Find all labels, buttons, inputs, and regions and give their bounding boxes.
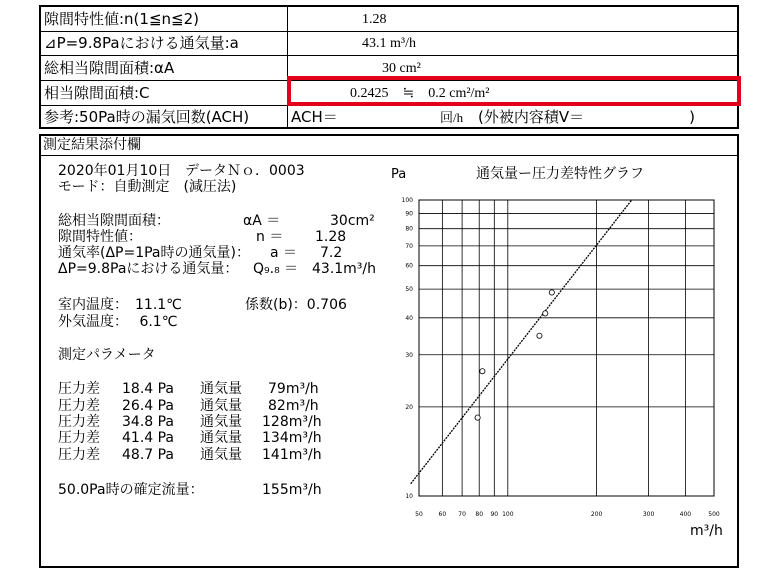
x-axis-label: m³/h bbox=[690, 523, 723, 539]
param-pressure: 41.4 Pa bbox=[122, 430, 175, 446]
table-row-value: 1.28 bbox=[362, 12, 387, 27]
table-row-value: 0.2425 ≒ 0.2 cm²/m² bbox=[350, 86, 490, 101]
plot-frame bbox=[419, 200, 714, 496]
ach-label: ACH＝ bbox=[291, 108, 338, 126]
y-tick-label: 100 bbox=[401, 197, 413, 204]
result-value: 30cm² bbox=[330, 213, 375, 229]
x-tick-label: 100 bbox=[502, 511, 514, 518]
data-point bbox=[475, 415, 480, 420]
y-tick-label: 50 bbox=[405, 286, 413, 294]
param-flow-label: 通気量 bbox=[200, 430, 242, 446]
result-label: 通気率(ΔP=1Pa時の通気量)： bbox=[58, 245, 250, 261]
y-tick-label: 70 bbox=[405, 242, 413, 250]
data-point bbox=[549, 290, 554, 295]
result-label: 総相当隙間面積： bbox=[58, 213, 170, 229]
param-flow: 82m³/h bbox=[268, 398, 319, 414]
volume-note: (外被内容積V＝ ) bbox=[478, 108, 695, 126]
y-tick-label: 10 bbox=[405, 493, 413, 500]
x-tick-label: 400 bbox=[679, 511, 692, 518]
confirmed-flow-label: 50.0Pa時の確定流量： bbox=[58, 482, 204, 498]
param-flow: 128m³/h bbox=[262, 414, 322, 430]
param-pressure: 34.8 Pa bbox=[122, 414, 175, 430]
y-tick-label: 20 bbox=[405, 403, 413, 411]
param-flow-label: 通気量 bbox=[200, 381, 242, 397]
y-tick-label: 40 bbox=[405, 314, 413, 322]
result-symbol: n ＝ bbox=[256, 229, 284, 245]
param-pressure-label: 圧力差 bbox=[58, 430, 100, 446]
y-axis-label: Pa bbox=[391, 167, 407, 182]
data-point bbox=[543, 311, 548, 316]
x-tick-label: 50 bbox=[415, 511, 423, 518]
result-symbol: a ＝ bbox=[270, 245, 298, 261]
param-pressure: 26.4 Pa bbox=[122, 398, 175, 414]
param-flow-label: 通気量 bbox=[200, 414, 242, 430]
result-value: 1.28 bbox=[315, 229, 347, 245]
param-pressure-label: 圧力差 bbox=[58, 447, 100, 463]
outdoor-temperature: 外気温度： 6.1℃ bbox=[58, 314, 178, 330]
result-label: ΔP=9.8Paにおける通気量： bbox=[58, 261, 239, 277]
table-row-value: 30 cm² bbox=[382, 61, 421, 76]
y-tick-label: 30 bbox=[405, 351, 413, 359]
table-row-label: 総相当隙間面積:αA bbox=[44, 59, 175, 77]
fit-line bbox=[411, 200, 632, 484]
data-point bbox=[480, 369, 485, 374]
x-tick-label: 80 bbox=[475, 511, 484, 518]
report-mode: モード：自動測定 (減圧法) bbox=[58, 179, 237, 195]
indoor-temperature: 室内温度： 11.1℃ bbox=[58, 297, 182, 313]
param-flow-label: 通気量 bbox=[200, 398, 242, 414]
coefficient: 係数(b)：0.706 bbox=[245, 297, 347, 313]
table-row-value: 43.1 m³/h bbox=[362, 36, 416, 51]
confirmed-flow-value: 155m³/h bbox=[262, 482, 322, 498]
param-flow: 134m³/h bbox=[262, 430, 322, 446]
table-row-label: ⊿P=9.8Paにおける通気量:a bbox=[44, 34, 239, 52]
table-row-label: 隙間特性値:n(1≦n≦2) bbox=[44, 10, 199, 28]
param-pressure-label: 圧力差 bbox=[58, 381, 100, 397]
param-pressure: 18.4 Pa bbox=[122, 381, 175, 397]
result-value: 43.1m³/h bbox=[312, 261, 377, 277]
param-flow: 79m³/h bbox=[268, 381, 319, 397]
x-tick-label: 70 bbox=[458, 511, 466, 518]
y-tick-label: 60 bbox=[405, 262, 413, 270]
param-pressure-label: 圧力差 bbox=[58, 398, 100, 414]
data-point bbox=[537, 333, 542, 338]
params-title: 測定パラメータ bbox=[58, 347, 156, 363]
param-flow: 141m³/h bbox=[262, 447, 322, 463]
y-tick-label: 80 bbox=[405, 225, 413, 233]
param-pressure: 48.7 Pa bbox=[122, 447, 175, 463]
result-symbol: αA ＝ bbox=[243, 213, 281, 229]
report-date: 2020年01月10日 bbox=[58, 163, 172, 179]
x-tick-label: 300 bbox=[642, 511, 655, 518]
x-tick-label: 200 bbox=[590, 511, 603, 518]
result-symbol: Q₉.₈ ＝ bbox=[253, 261, 299, 277]
ach-unit: 回/h bbox=[440, 110, 464, 125]
section-title: 測定結果添付欄 bbox=[43, 137, 141, 153]
x-tick-label: 90 bbox=[490, 511, 499, 518]
x-tick-label: 60 bbox=[438, 511, 447, 518]
report-data-no: データＮｏ．0003 bbox=[185, 163, 305, 179]
x-tick-label: 500 bbox=[708, 511, 720, 518]
y-tick-label: 90 bbox=[405, 210, 413, 218]
result-label: 隙間特性値： bbox=[58, 229, 142, 245]
result-value: 7.2 bbox=[320, 245, 343, 261]
param-flow-label: 通気量 bbox=[200, 447, 242, 463]
chart-title: 通気量ー圧力差特性グラフ bbox=[476, 166, 644, 182]
table-row-label: 相当隙間面積:C bbox=[44, 84, 150, 102]
param-pressure-label: 圧力差 bbox=[58, 414, 100, 430]
table-row-label: 参考:50Pa時の漏気回数(ACH) bbox=[44, 108, 250, 126]
